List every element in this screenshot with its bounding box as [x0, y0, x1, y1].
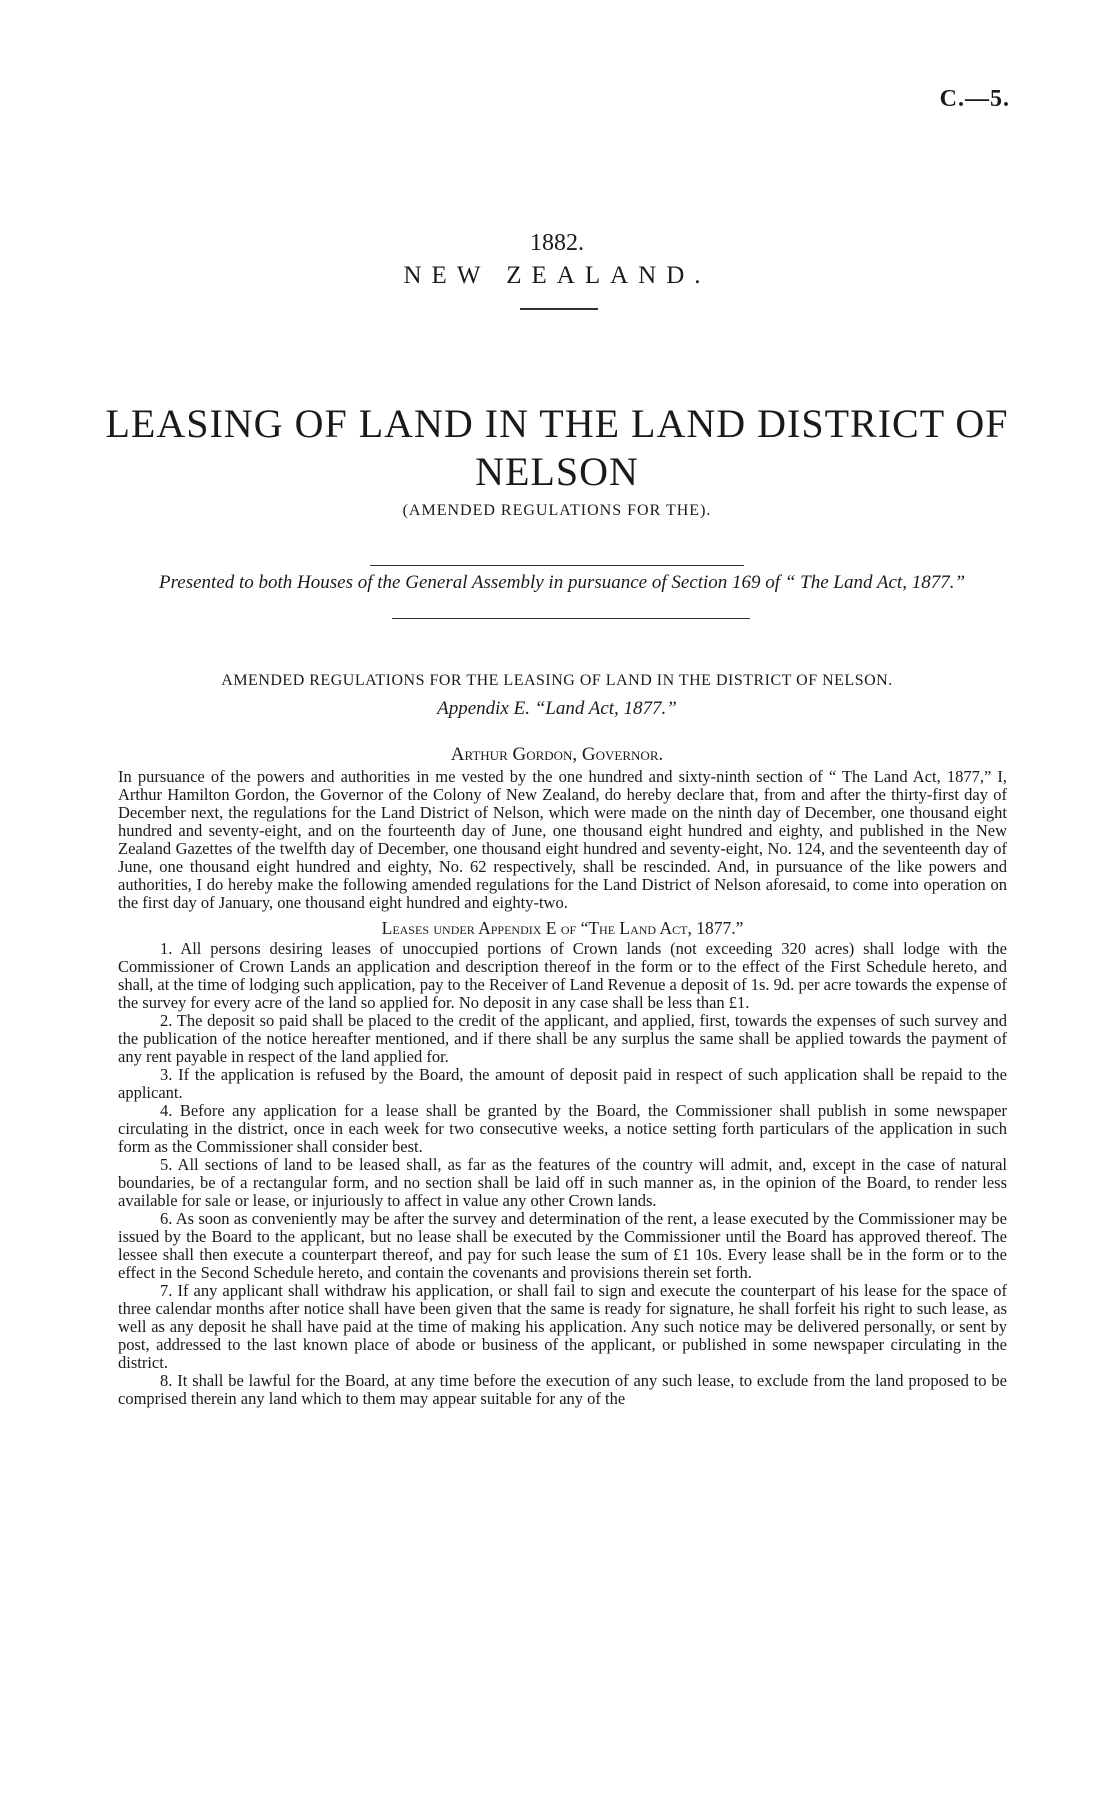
title-line-1: LEASING OF LAND IN THE LAND DISTRICT OF [105, 401, 1009, 446]
regulation-paragraph: 8. It shall be lawful for the Board, at any time before the execution of any such lease, to exclude from the land proposed to be comprised therein any land which to them may appear suitable for any of the [118, 1371, 1007, 1408]
title-line-2: NELSON [475, 449, 639, 494]
regulation-paragraph: 6. As soon as conveniently may be after the survey and determination of the rent, a lease executed by the Commissioner may be issued by the Board to the applicant, but no lease shall be executed by the Commissioner until the Board has approved thereof. The lessee shall then execute a counterpart thereof, and pay for such lease the sum of £1 10s. Every lease shall be in the form or to the effect in the Second Schedule hereto, and contain the covenants and provisions therein set forth. [118, 1209, 1007, 1282]
regulation-paragraph: 7. If any applicant shall withdraw his application, or shall fail to sign and execute the counterpart of his lease for the space of three calendar months after notice shall have been given that the same is ready for signature, he shall forfeit his right to such lease, as well as any deposit he shall have paid at the time of making his application. Any such notice may be delivered personally, or sent by post, addressed to the last known place of abode or business of the applicant, or published in some newspaper circulating in the district. [118, 1281, 1007, 1372]
regulations-heading: AMENDED REGULATIONS FOR THE LEASING OF LAND IN THE DISTRICT OF NELSON. [221, 672, 893, 689]
document-title [0, 400, 1114, 496]
appendix-reference: Appendix E. “Land Act, 1877.” [437, 698, 677, 719]
divider [520, 308, 598, 310]
preamble-paragraph: In pursuance of the powers and authorities in me vested by the one hundred and sixty-ninth section of “ The Land Act, 1877,” I, Arthur Hamilton Gordon, the Governor of the Colony of New Zealand, do hereby declare that, from and after the thirty-first day of December next, the regulations for the Land District of Nelson, which were made on the ninth day of December, one thousand eight hundred and seventy-eight, and on the fourteenth day of June, one thousand eight hundred and eighty, and published in the New Zealand Gazettes of the twelfth day of December, one thousand eight hundred and seventy-eight, No. 124, and the seventeenth day of June, one thousand eight hundred and eighty, No. 62 respectively, shall be rescinded. And, in pursuance of the like powers and authorities, I do hereby make the following amended regulations for the Land District of Nelson aforesaid, to come into operation on the first day of January, one thousand eight hundred and eighty-two. [118, 767, 1007, 912]
regulation-paragraph: 1. All persons desiring leases of unoccupied portions of Crown lands (not exceeding 320 acres) shall lodge with the Commissioner of Crown Lands an application and description thereof in the form or to the effect of the First Schedule hereto, and shall, at the time of lodging such application, pay to the Receiver of Land Revenue a deposit of 1s. 9d. per acre towards the expense of the survey for every acre of the land so applied for. No deposit in any case shall be less than £1. [118, 939, 1007, 1012]
divider [392, 618, 750, 619]
governor-signature-line: Arthur Gordon, Governor. [450, 744, 664, 765]
regulation-paragraph: 3. If the application is refused by the Board, the amount of deposit paid in respect of such application shall be repaid to the applicant. [118, 1065, 1007, 1102]
document-body [118, 768, 1007, 1408]
presented-text: Presented to both Houses of the General Assembly in pursuance of Section 169 of “ The Land Act, 1877.” [158, 572, 966, 593]
presented-note [118, 572, 1006, 593]
page-reference: C.—5. [939, 86, 1010, 112]
regulation-paragraph: 2. The deposit so paid shall be placed to the credit of the applicant, and applied, first, towards the expenses of such survey and the publication of the notice hereafter mentioned, and if there shall be any surplus the same shall be applied towards the payment of any rent payable in respect of the land applied for. [118, 1011, 1007, 1066]
regulation-paragraph: 5. All sections of land to be leased shall, as far as the features of the country will admit, and, except in the case of natural boundaries, be of a rectangular form, and no section shall be laid off in such manner as, in the opinion of the Board, to render less available for sale or lease, or injuriously to affect in value any other Crown lands. [118, 1155, 1007, 1210]
document-year: 1882. [530, 230, 584, 256]
section-heading: Leases under Appendix E of “The Land Act, 1877.” [381, 918, 744, 938]
document-subtitle: (AMENDED REGULATIONS FOR THE). [402, 502, 712, 519]
regulation-paragraph: 4. Before any application for a lease shall be granted by the Board, the Commissioner shall publish in some newspaper circulating in the district, once in each week for two consecutive weeks, a notice setting forth particulars of the application in such form as the Commissioner shall consider best. [118, 1101, 1007, 1156]
divider [370, 565, 744, 566]
document-country: NEW ZEALAND. [403, 262, 711, 289]
